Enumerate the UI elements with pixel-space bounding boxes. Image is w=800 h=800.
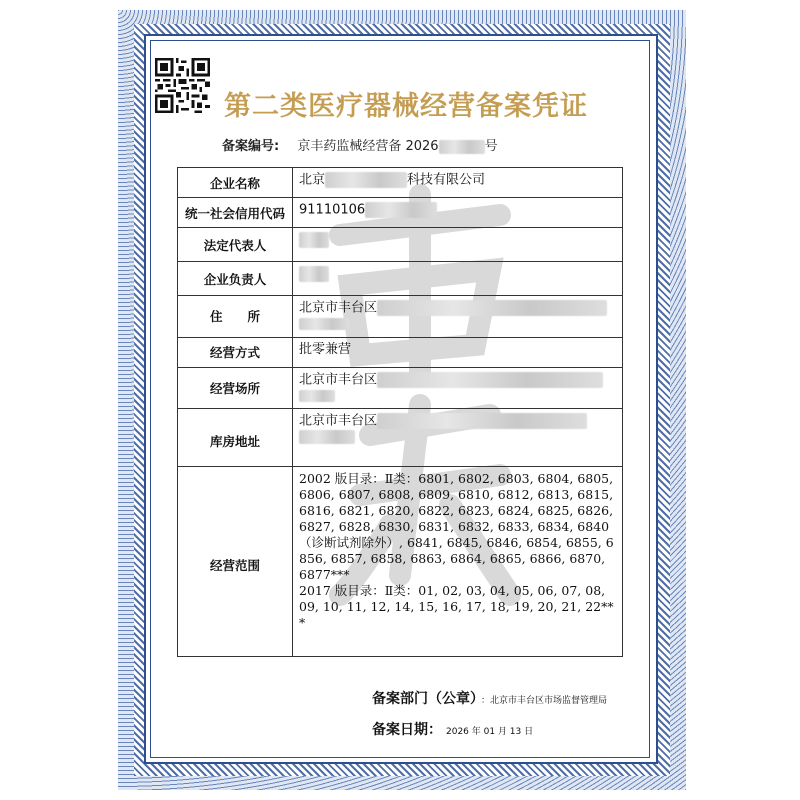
value-residence <box>293 296 623 338</box>
value-company-name <box>293 168 623 198</box>
redacted-block <box>299 232 329 248</box>
redacted-block <box>299 430 355 444</box>
redacted-block <box>299 318 349 330</box>
value-legal-rep <box>293 228 623 262</box>
table-row <box>178 198 623 228</box>
label-scope: 经营范围 <box>178 467 293 657</box>
value-warehouse <box>293 409 623 467</box>
filing-date-value: 2026 年 01 月 13 日 <box>446 727 534 737</box>
label-principal: 企业负责人 <box>178 262 293 296</box>
table-row <box>178 228 623 262</box>
table-row <box>178 262 623 296</box>
filing-department-value: ：北京市丰台区市场监督管理局 <box>481 696 608 706</box>
record-number-label: 备案编号: <box>222 139 280 154</box>
filing-date-label: 备案日期： <box>372 722 442 738</box>
redacted-block <box>299 390 335 402</box>
label-premises: 经营场所 <box>178 367 293 409</box>
table-row <box>178 367 623 409</box>
value-principal <box>293 262 623 296</box>
warehouse-prefix: 北京市丰台区 <box>299 413 378 429</box>
table-row <box>178 409 623 467</box>
redacted-block <box>365 202 437 218</box>
table-row <box>178 467 623 657</box>
value-scope <box>293 467 623 657</box>
label-legal-rep: 法定代表人 <box>178 228 293 262</box>
value-credit-code <box>293 198 623 228</box>
filing-department-label: 备案部门（公章） <box>372 691 477 707</box>
filing-department <box>372 688 607 708</box>
credit-code-prefix: 91110106 <box>299 202 366 218</box>
redacted-block <box>439 140 485 154</box>
scope-line-2002: 2002 版目录：Ⅱ类：6801, 6802, 6803, 6804, 6805, 6806, 6807, 6808, 6809, 6810, 6812, 6813, 6815, 6816, 6821, 6820, 6822, 6823, 6824, 6825, 6826, 6827, 6828, 6830, 6831, 6832, 6833, 6834, 6840（诊断试剂除外）, 6841, 6845, 6846, 6854, 6855, 6856, 6857, 6858, 6863, 6864, 6865, 6866, 6870, 6877*** <box>299 471 614 582</box>
qr-code <box>155 58 210 113</box>
record-table <box>177 167 623 657</box>
label-credit-code: 统一社会信用代码 <box>178 198 293 228</box>
label-residence: 住 所 <box>178 296 293 338</box>
redacted-block <box>325 172 407 188</box>
label-company-name: 企业名称 <box>178 168 293 198</box>
company-name-suffix: 科技有限公司 <box>407 172 486 188</box>
redacted-block <box>377 413 587 429</box>
document-title: 第二类医疗器械经营备案凭证 <box>224 91 588 122</box>
redacted-block <box>299 266 329 282</box>
redacted-block <box>377 300 607 316</box>
scope-line-2017: 2017 版目录：Ⅱ类：01, 02, 03, 04, 05, 06, 07, 08, 09, 10, 11, 12, 14, 15, 16, 17, 18, 19, 20, 21, 22*** <box>299 583 614 630</box>
label-mode: 经营方式 <box>178 337 293 367</box>
record-number-suffix: 号 <box>484 139 498 154</box>
residence-prefix: 北京市丰台区 <box>299 300 378 316</box>
filing-date <box>372 719 533 739</box>
record-number <box>222 135 498 154</box>
label-warehouse: 库房地址 <box>178 409 293 467</box>
table-row <box>178 337 623 367</box>
table-row <box>178 296 623 338</box>
table-row <box>178 168 623 198</box>
value-premises <box>293 367 623 409</box>
value-mode: 批零兼营 <box>293 337 623 367</box>
redacted-block <box>377 372 603 388</box>
company-name-prefix: 北京 <box>299 172 326 188</box>
premises-prefix: 北京市丰台区 <box>299 372 378 387</box>
record-number-prefix: 京丰药监械经营备 2026 <box>297 139 439 154</box>
